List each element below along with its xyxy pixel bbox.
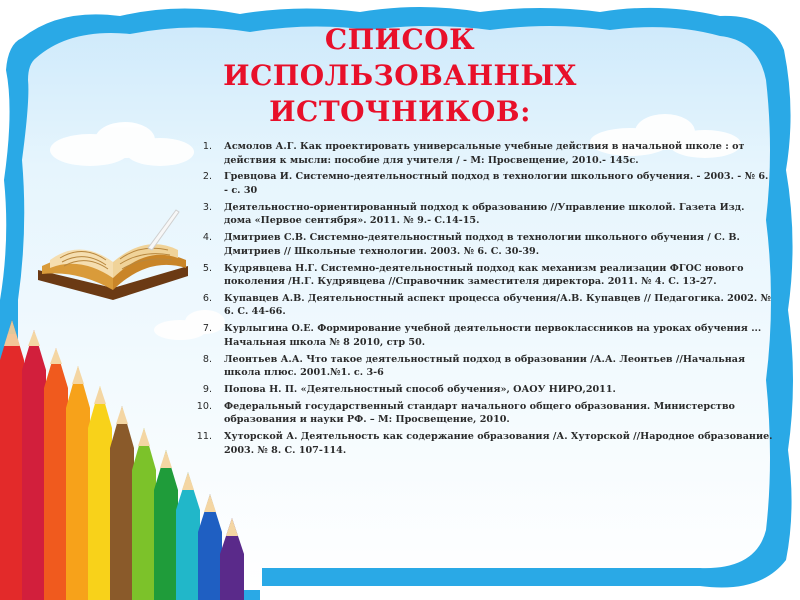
reference-text: Асмолов А.Г. Как проектировать универсальные учебные действия в начальной школе : от действия к мысли: пособие для учителя / - М: Просвещение, 2010.- 145с.	[224, 141, 745, 166]
reference-item	[188, 383, 773, 397]
reference-item	[188, 170, 773, 197]
reference-number: 5.	[202, 262, 212, 274]
open-book-icon	[28, 208, 198, 303]
reference-text: Хуторской А. Деятельность как содержание образования /А. Хуторской //Народное образование. 2003. № 8. С. 107-114.	[224, 431, 773, 456]
reference-number: 7.	[202, 323, 212, 335]
page-title	[150, 22, 650, 130]
reference-text: Дмитриев С.В. Системно-деятельностный подход в технологии школьного обучения / С. В. Дмитриев // Школьные технологии. 2003. № 6. С. 30-39.	[224, 232, 740, 257]
reference-text: Федеральный государственный стандарт начального общего образования. Министерство образования и науки РФ. – М: Просвещение, 2010.	[224, 400, 735, 426]
title-line-2: ИСТОЧНИКОВ:	[269, 95, 531, 128]
reference-item	[188, 292, 773, 319]
reference-text: Купавцев А.В. Деятельностный аспект процесса обучения/А.В. Купавцев // Педагогика. 2002. № 6. С. 44-66.	[224, 292, 771, 318]
reference-number: 9.	[202, 384, 212, 395]
reference-number: 10.	[196, 400, 212, 412]
reference-text: Курлыгина О.Е. Формирование учебной деятельности первоклассников на уроках обучения ... Начальная школа № 8 2010, стр 50.	[224, 323, 762, 348]
reference-number: 1.	[202, 141, 212, 152]
reference-item	[188, 353, 773, 380]
reference-item	[188, 400, 773, 427]
reference-item	[188, 140, 773, 167]
reference-text: Попова Н. П. «Деятельностный способ обучения», ОАОУ НИРО,2011.	[224, 384, 616, 395]
reference-number: 8.	[202, 353, 212, 365]
reference-text: Леонтьев А.А. Что такое деятельностный подход в образовании /А.А. Леонтьев //Начальная школа плюс. 2001.№1. с. 3-6	[224, 353, 746, 379]
reference-item	[188, 231, 773, 258]
references-list	[188, 140, 773, 461]
reference-number: 6.	[202, 292, 212, 304]
reference-text: Кудрявцева Н.Г. Системно-деятельностный подход как механизм реализации ФГОС нового поколения /Н.Г. Кудрявцева //Справочник заместителя директора. 2011. № 4. С. 13-27.	[224, 262, 744, 288]
reference-number: 11.	[196, 431, 212, 443]
reference-text: Деятельностно-ориентированный подход к образованию //Управление школой. Газета Изд. дома «Первое сентября». 2011. № 9.- С.14-15.	[224, 201, 745, 227]
title-line-1: СПИСОК ИСПОЛЬЗОВАННЫХ	[223, 23, 577, 92]
reference-text: Гревцова И. Системно-деятельностный подход в технологии школьного обучения. - 2003. - № 6. - с. 30	[224, 171, 769, 196]
reference-item	[188, 201, 773, 228]
reference-item	[188, 322, 773, 349]
reference-item	[188, 430, 773, 457]
reference-number: 4.	[202, 232, 212, 244]
reference-number: 2.	[202, 171, 212, 183]
reference-item	[188, 262, 773, 289]
reference-number: 3.	[202, 201, 212, 213]
